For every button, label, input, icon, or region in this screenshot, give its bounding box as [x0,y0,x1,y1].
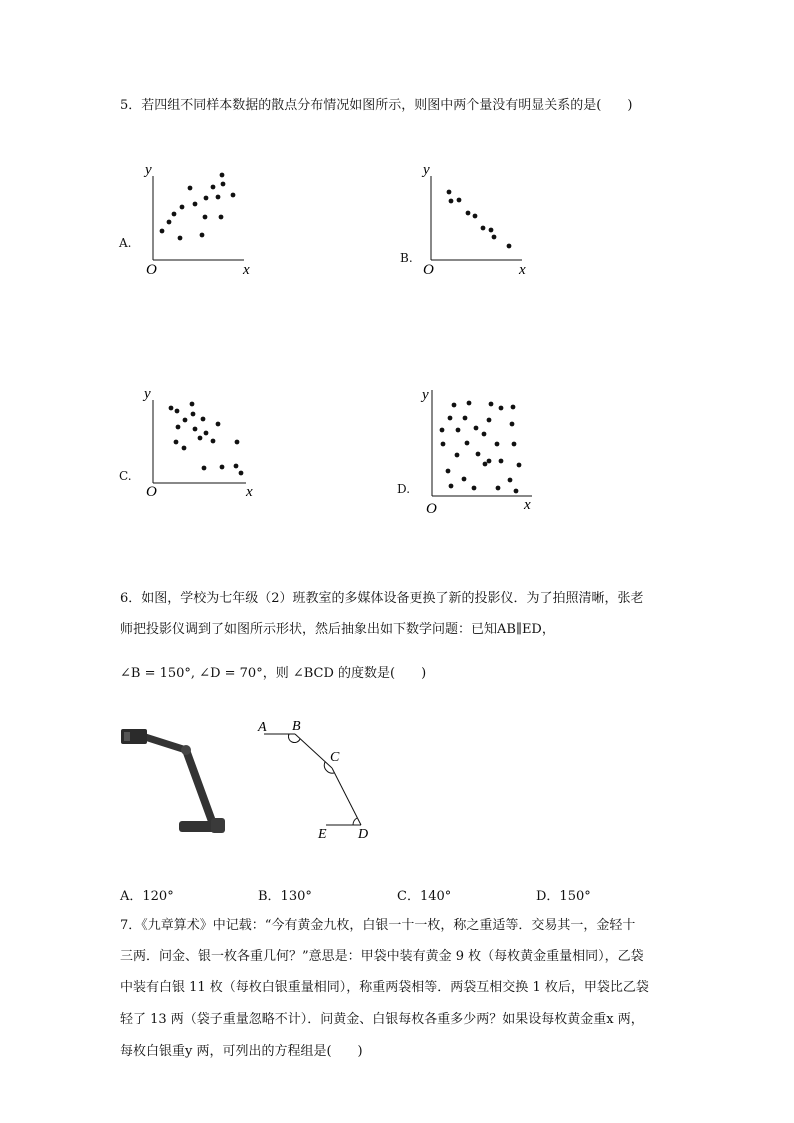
scatter-points [440,401,522,494]
q5-option-d-label: D. [397,482,411,496]
angle-d-arc [353,818,357,825]
q7-stem-line2: 三两．问金、银一枚各重几何？”意思是：甲袋中装有黄金 9 枚（每枚黄金重量相同），乙袋 [120,949,644,964]
q7-stem-line3: 中装有白银 11 枚（每枚白银重量相同），称重两袋相等．两袋互相交换 1 枚后，甲袋比乙袋 [120,980,649,995]
y-axis-label: y [422,387,429,403]
q6-option-c[interactable]: C．140° [397,889,452,904]
q7-stem-line4: 轻了 13 两（袋子重量忽略不计）．问黄金、白银每枚各重多少两？如果设每枚黄金重x 两， [120,1012,644,1027]
y-axis-label: y [423,162,430,178]
origin-label: O [423,262,434,278]
y-axis-label: y [145,162,152,178]
x-axis-label: x [243,262,250,278]
scatter-plot-d[interactable] [418,382,543,517]
q6-option-a[interactable]: A．120° [120,889,174,904]
q5-option-a-label: A. [119,236,132,250]
origin-label: O [146,262,157,278]
segment-bc [295,734,332,768]
q5-stem: 5．若四组不同样本数据的散点分布情况如图所示，则图中两个量没有明显关系的是( ) [120,98,633,113]
q6-stem-line1: 6．如图，学校为七年级（2）班教室的多媒体设备更换了新的投影仪．为了拍照清晰，张老 [120,591,644,606]
q6-option-b[interactable]: B．130° [258,889,312,904]
q5-option-b-label: B. [400,251,413,265]
x-axis-label: x [519,262,526,278]
label-d: D [358,827,369,842]
x-axis-label: x [524,497,531,513]
q7-stem-line5: 每枚白银重y 两，可列出的方程组是( ) [120,1044,363,1059]
label-b: B [292,719,301,734]
scatter-points [447,190,512,249]
label-c: C [330,750,340,765]
scatter-points [169,402,244,476]
label-a: A [258,720,267,735]
q5-option-c-label: C. [119,469,132,483]
angle-b-arc [288,734,300,743]
q6-stem-line2: 师把投影仪调到了如图所示形状，然后抽象出如下数学问题：已知AB∥ED， [120,622,555,637]
scatter-plot-a[interactable] [140,158,260,278]
label-e: E [318,827,327,842]
origin-label: O [426,501,437,517]
geometry-diagram [250,716,380,844]
origin-label: O [146,484,157,500]
scatter-plot-b[interactable] [418,158,538,278]
q7-stem-line1: 7．《九章算术》中记载：“今有黄金九枚，白银一十一枚，称之重适等．交易其一，金轻十 [120,918,636,933]
x-axis-label: x [246,484,253,500]
segment-cd [332,768,361,825]
q6-stem-line3: ∠B = 150°, ∠D = 70°，则 ∠BCD 的度数是( ) [120,666,427,681]
y-axis-label: y [144,386,151,402]
scatter-plot-c[interactable] [140,382,260,502]
q6-option-d[interactable]: D．150° [536,889,591,904]
scatter-points [160,173,236,241]
projector-image [114,726,234,838]
